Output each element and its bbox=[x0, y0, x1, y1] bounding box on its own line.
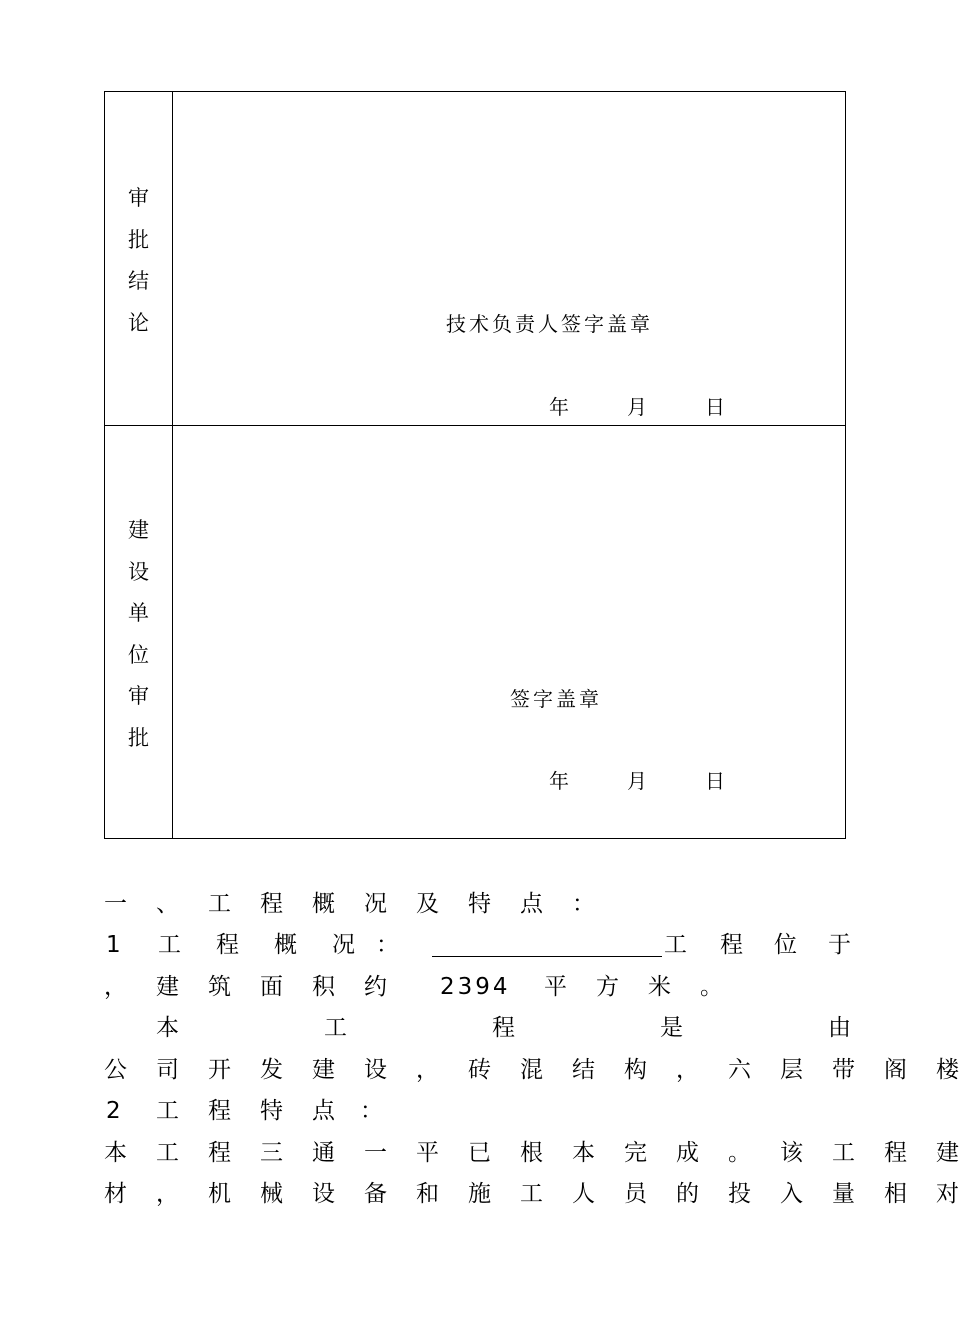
line-char: 平 bbox=[416, 1140, 439, 1166]
line-char: 的 bbox=[676, 1181, 699, 1207]
line-char: 工 bbox=[664, 932, 687, 958]
line-char: 量 bbox=[832, 1181, 855, 1207]
line-char: 工 bbox=[156, 1140, 179, 1166]
line-char: 材 bbox=[104, 1181, 127, 1207]
line-char: 程 bbox=[884, 1140, 907, 1166]
line-char: 一 bbox=[364, 1140, 387, 1166]
line-char: 工 bbox=[324, 1015, 347, 1041]
section-heading bbox=[104, 889, 604, 919]
line-char: ， bbox=[416, 1057, 439, 1083]
line-char: 和 bbox=[416, 1181, 439, 1207]
line-char: 工 bbox=[832, 1140, 855, 1166]
client-signature-label: 签字盖章 bbox=[510, 687, 602, 711]
line-char: 已 bbox=[468, 1140, 491, 1166]
line-char: 。 bbox=[700, 974, 723, 1000]
line-char: 建 bbox=[936, 1140, 959, 1166]
line-char: ： bbox=[360, 1098, 383, 1124]
label-char: 论 bbox=[128, 310, 149, 335]
line-char: 发 bbox=[260, 1057, 283, 1083]
approval-date bbox=[105, 391, 845, 419]
heading-char: 况 bbox=[364, 891, 387, 917]
resources-line bbox=[104, 1179, 959, 1209]
line-char: 2 bbox=[106, 1098, 121, 1124]
label-char: 设 bbox=[128, 559, 149, 584]
line-char: 结 bbox=[572, 1057, 595, 1083]
line-char: 混 bbox=[520, 1057, 543, 1083]
technical-lead-signature-label: 技术负责人签字盖章 bbox=[446, 312, 653, 336]
line-char: 方 bbox=[596, 974, 619, 1000]
features-heading bbox=[104, 1096, 404, 1126]
row-divider bbox=[105, 425, 845, 426]
label-char: 结 bbox=[128, 269, 149, 293]
date-year: 年 bbox=[549, 395, 569, 419]
line-char: 员 bbox=[624, 1181, 647, 1207]
label-char: 单 bbox=[128, 601, 149, 625]
heading-char: 、 bbox=[156, 891, 179, 917]
line-char: 设 bbox=[364, 1057, 387, 1083]
line-char: 械 bbox=[260, 1181, 283, 1207]
line-char: 设 bbox=[312, 1181, 335, 1207]
line-char: 本 bbox=[572, 1140, 595, 1166]
line-char: 是 bbox=[660, 1015, 683, 1041]
date-day: 日 bbox=[705, 769, 725, 793]
area-line bbox=[104, 972, 744, 1002]
column-divider bbox=[172, 92, 173, 838]
line-char: 成 bbox=[676, 1140, 699, 1166]
client-approval-date bbox=[105, 765, 845, 793]
approval-conclusion-label bbox=[105, 178, 172, 344]
heading-char: 一 bbox=[104, 891, 127, 917]
line-char: 阁 bbox=[884, 1057, 907, 1083]
line-char: 司 bbox=[156, 1057, 179, 1083]
line-char: 备 bbox=[364, 1181, 387, 1207]
heading-char: 工 bbox=[208, 891, 231, 917]
developer-line bbox=[104, 1013, 864, 1043]
line-char: 特 bbox=[260, 1098, 283, 1124]
project-name-blank bbox=[432, 956, 662, 957]
heading-char: 点 bbox=[520, 891, 543, 917]
line-char: 六 bbox=[728, 1057, 751, 1083]
line-char: 人 bbox=[572, 1181, 595, 1207]
line-char: 。 bbox=[728, 1140, 751, 1166]
line-char: 带 bbox=[832, 1057, 855, 1083]
line-char: 1 bbox=[106, 932, 121, 958]
date-year: 年 bbox=[549, 769, 569, 793]
line-char: ， bbox=[676, 1057, 699, 1083]
line-char: 投 bbox=[728, 1181, 751, 1207]
heading-char: 及 bbox=[416, 891, 439, 917]
area-value: 2394 bbox=[440, 974, 511, 1000]
line-char: 入 bbox=[780, 1181, 803, 1207]
line-char: 约 bbox=[364, 974, 387, 1000]
heading-char: ： bbox=[572, 891, 595, 917]
line-char: 程 bbox=[208, 1140, 231, 1166]
label-char: 建 bbox=[128, 518, 149, 542]
line-char: 层 bbox=[780, 1057, 803, 1083]
line-char: 面 bbox=[260, 974, 283, 1000]
line-char: 位 bbox=[774, 932, 797, 958]
line-char: 本 bbox=[104, 1140, 127, 1166]
approval-table bbox=[104, 91, 846, 839]
line-char: 积 bbox=[312, 974, 335, 1000]
line-char: 于 bbox=[828, 932, 851, 958]
label-char: 审 bbox=[128, 684, 149, 708]
line-char: 砖 bbox=[468, 1057, 491, 1083]
line-char: 公 bbox=[104, 1057, 127, 1083]
line-char: 点 bbox=[312, 1098, 335, 1124]
line-char: 根 bbox=[520, 1140, 543, 1166]
heading-char: 概 bbox=[312, 891, 335, 917]
date-month: 月 bbox=[627, 769, 647, 793]
line-char: 完 bbox=[624, 1140, 647, 1166]
label-char: 批 bbox=[128, 227, 149, 252]
line-char: 程 bbox=[720, 932, 743, 958]
label-char: 审 bbox=[128, 186, 149, 210]
line-char: 建 bbox=[156, 974, 179, 1000]
label-char: 位 bbox=[128, 642, 149, 667]
line-char: 程 bbox=[492, 1015, 515, 1041]
line-char: 概 bbox=[274, 932, 297, 958]
line-char: 工 bbox=[520, 1181, 543, 1207]
line-char: 相 bbox=[884, 1181, 907, 1207]
structure-line bbox=[104, 1055, 959, 1085]
line-char: 施 bbox=[468, 1181, 491, 1207]
line-char: 由 bbox=[828, 1015, 851, 1041]
line-char: 构 bbox=[624, 1057, 647, 1083]
line-char: 况 bbox=[332, 932, 355, 958]
line-char: 开 bbox=[208, 1057, 231, 1083]
line-char: 筑 bbox=[208, 974, 231, 1000]
line-char: 程 bbox=[208, 1098, 231, 1124]
line-char: ， bbox=[156, 1181, 179, 1207]
date-day: 日 bbox=[705, 395, 725, 419]
line-char: 米 bbox=[648, 974, 671, 1000]
line-char: 本 bbox=[156, 1015, 179, 1041]
date-month: 月 bbox=[627, 395, 647, 419]
heading-char: 特 bbox=[468, 891, 491, 917]
line-char: 工 bbox=[158, 932, 181, 958]
line-char: 楼 bbox=[936, 1057, 959, 1083]
client-approval-label bbox=[105, 510, 172, 759]
site-status-line bbox=[104, 1138, 959, 1168]
line-char: 该 bbox=[780, 1140, 803, 1166]
line-char: 工 bbox=[156, 1098, 179, 1124]
line-char: 建 bbox=[312, 1057, 335, 1083]
line-char: ： bbox=[376, 932, 399, 958]
line-char: 程 bbox=[216, 932, 239, 958]
heading-char: 程 bbox=[260, 891, 283, 917]
line-char: ， bbox=[104, 974, 127, 1000]
line-char: 平 bbox=[544, 974, 567, 1000]
line-char: 对 bbox=[936, 1181, 959, 1207]
label-char: 批 bbox=[128, 725, 149, 750]
line-char: 三 bbox=[260, 1140, 283, 1166]
line-char: 通 bbox=[312, 1140, 335, 1166]
line-char: 机 bbox=[208, 1181, 231, 1207]
